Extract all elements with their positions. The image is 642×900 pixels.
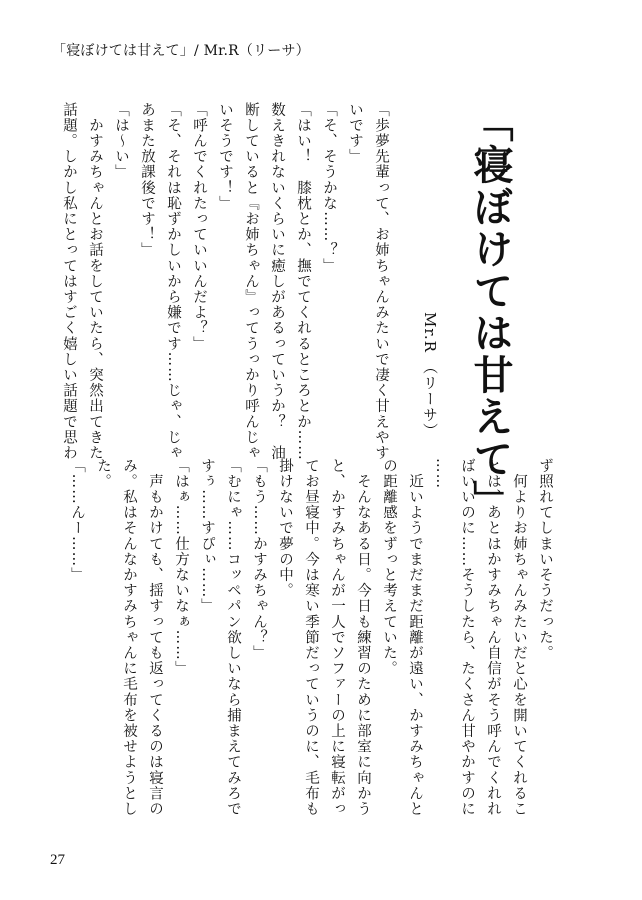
text-line: いそうです！」 (217, 102, 233, 212)
text-line: あまた放課後です！」 (139, 102, 155, 258)
text-line: 「……んー……」 (69, 458, 85, 583)
text-line: 「そ、それは恥ずかしいから嫌です……じゃ、じゃ (165, 102, 181, 461)
text-line: てお昼寝中。今は寒い季節だっていうのに、毛布も (303, 458, 319, 817)
story-title: 「寝ぼけては甘えて」 (467, 102, 514, 522)
text-line: すぅ……すぴぃ……」 (199, 458, 215, 614)
page-number: 27 (50, 852, 65, 868)
text-line: 断していると『お姉ちゃん』ってうっかり呼んじゃ (243, 102, 259, 461)
text-line: ず照れてしまいそうだった。 (537, 458, 553, 661)
upper-text-block (61, 102, 394, 461)
text-line: 掛けないで夢の中。 (277, 458, 293, 599)
author-name: Mr.R （リーサ） (421, 312, 439, 439)
text-line: 「むにゃ……コッペパン欲しいなら捕まえてみろで (225, 458, 241, 817)
text-line: 話題。しかし私にとってはすごく嬉しい話題で思わ (61, 102, 77, 461)
running-header: 「寝ぼけては甘えて」/ Mr.R（リーサ） (52, 43, 310, 59)
text-line: 「そ、そうかな……？」 (321, 102, 337, 274)
text-line: み。私はそんなかすみちゃんに毛布を被せようとし (121, 458, 137, 817)
text-line: 何よりお姉ちゃんみたいだと心を開いてくれるこ (511, 458, 527, 817)
text-line: 「はい！ 膝枕とか、撫でてくれるところとか…… (295, 102, 311, 461)
text-line: 「もう……かすみちゃん？」 (251, 458, 267, 661)
text-line: 近いようでまだまだ距離が遠い、かすみちゃんと (407, 458, 423, 817)
text-line: の距離感をずっと考えていた。 (381, 458, 397, 677)
text-line: そんなある日。今日も練習のために部室に向かう (355, 458, 371, 817)
text-line: …… (433, 458, 449, 490)
text-line: いです」 (347, 102, 363, 165)
text-line: 声もかけても、揺すっても返ってくるのは寝言の (147, 458, 163, 817)
text-line: 「呼んでくれたっていいんだよ？」 (191, 102, 207, 352)
lower-text-block (69, 458, 558, 830)
text-line: とは、あとはかすみちゃん自信がそう呼んでくれれ (485, 458, 501, 817)
text-line: と、かすみちゃんが一人でソファーの上に寝転がっ (329, 458, 345, 817)
text-line: ばいいのに……そうしたら、たくさん甘やかすのに (459, 458, 475, 817)
text-line: 数えきれないくらいに癒しがあるっていうか？ 油 (269, 102, 285, 461)
text-line: 「は～い」 (113, 102, 129, 180)
text-line: 「はぁ……仕方ないなぁ……」 (173, 458, 189, 677)
text-line: かすみちゃんとお話をしていたら、突然出てきた (87, 102, 103, 461)
text-line: た。 (95, 458, 111, 490)
text-line: 「歩夢先輩って、お姉ちゃんみたいで凄く甘えやす (373, 102, 389, 461)
